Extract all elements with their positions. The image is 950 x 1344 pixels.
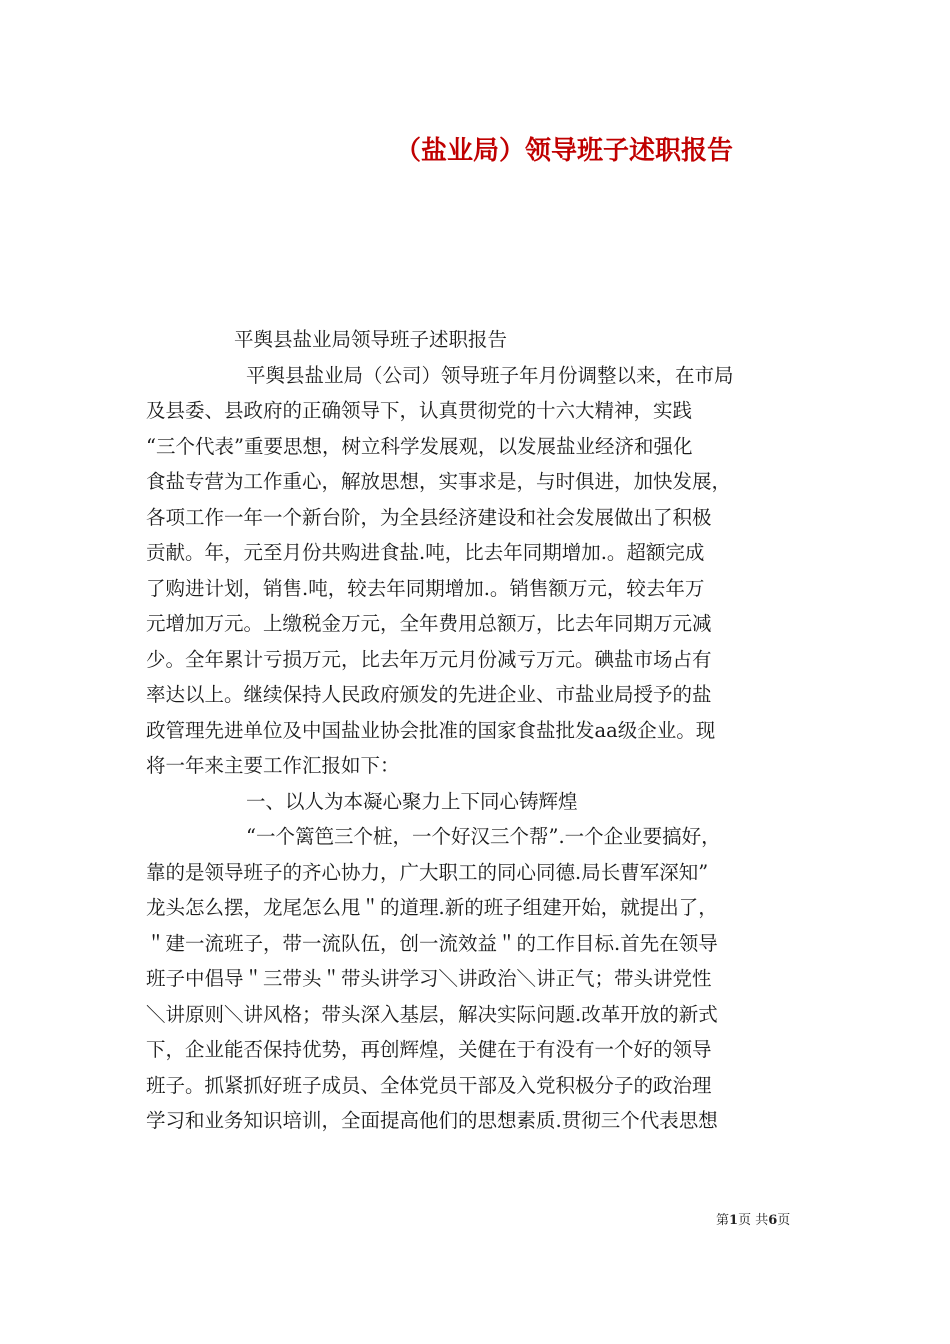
paragraph-line: 将一年来主要工作汇报如下：	[146, 754, 400, 777]
paragraph-line: 少。全年累计亏损万元，比去年万元月份减亏万元。碘盐市场占有	[146, 647, 712, 671]
footer-prefix: 第	[716, 1213, 730, 1228]
paragraph-line: “三个代表”重要思想，树立科学发展观，以发展盐业经济和强化	[146, 434, 693, 458]
paragraph-line: 了购进计划，销售.吨，较去年同期增加.。销售额万元，较去年万	[146, 576, 705, 600]
section-heading: 一、以人为本凝心聚力上下同心铸辉煌	[246, 789, 578, 813]
paragraph-line: 及县委、县政府的正确领导下，认真贯彻党的十六大精神，实践	[146, 399, 693, 422]
paragraph-line: 率达以上。继续保持人民政府颁发的先进企业、市盐业局授予的盐	[146, 683, 712, 706]
paragraph-line: ＼讲原则＼讲风格；带头深入基层，解决实际问题.改革开放的新式	[146, 1002, 718, 1026]
paragraph-line: 班子。抓紧抓好班子成员、全体党员干部及入党积极分子的政治理	[146, 1073, 712, 1097]
paragraph-line: 班子中倡导＂三带头＂带头讲学习＼讲政治＼讲正气；带头讲党性	[146, 967, 712, 990]
paragraph-line: “一个篱笆三个桩，一个好汉三个帮”.一个企业要搞好，	[246, 825, 721, 848]
paragraph-line: 龙头怎么摆，龙尾怎么甩＂的道理.新的班子组建开始，就提出了，	[146, 896, 718, 919]
page-total: 6	[768, 1213, 778, 1228]
paragraph-line: 下，企业能否保持优势，再创辉煌，关健在于有没有一个好的领导	[146, 1038, 712, 1061]
document-body	[146, 322, 806, 1139]
paragraph-line: ＂建一流班子，带一流队伍，创一流效益＂的工作目标.首先在领导	[146, 931, 718, 955]
paragraph-line: 元增加万元。上缴税金万元，全年费用总额万，比去年同期万元减	[146, 612, 712, 635]
paragraph-line: 食盐专营为工作重心，解放思想，实事求是，与时俱进，加快发展，	[146, 470, 732, 493]
footer-suffix: 页	[777, 1213, 791, 1228]
paragraph-line: 靠的是领导班子的齐心协力，广大职工的同心同德.局长曹军深知”	[146, 860, 709, 884]
paragraph-line: 各项工作一年一个新台阶，为全县经济建设和社会发展做出了积极	[146, 505, 712, 529]
page-footer	[716, 1209, 790, 1228]
paragraph-line: 学习和业务知识培训，全面提高他们的思想素质.贯彻三个代表思想	[146, 1109, 718, 1132]
paragraph-line: 平舆县盐业局（公司）领导班子年月份调整以来，在市局	[246, 363, 734, 387]
footer-middle: 页 共	[738, 1213, 769, 1228]
paragraph-line: 贡献。年，元至月份共购进食盐.吨，比去年同期增加.。超额完成	[146, 541, 705, 564]
paragraph-line: 政管理先进单位及中国盐业协会批准的国家食盐批发aa级企业。现	[146, 718, 716, 742]
report-subtitle: 平舆县盐业局领导班子述职报告	[234, 328, 508, 351]
document-title: （盐业局）领导班子述职报告	[395, 136, 734, 166]
page-number: 1	[729, 1213, 739, 1228]
